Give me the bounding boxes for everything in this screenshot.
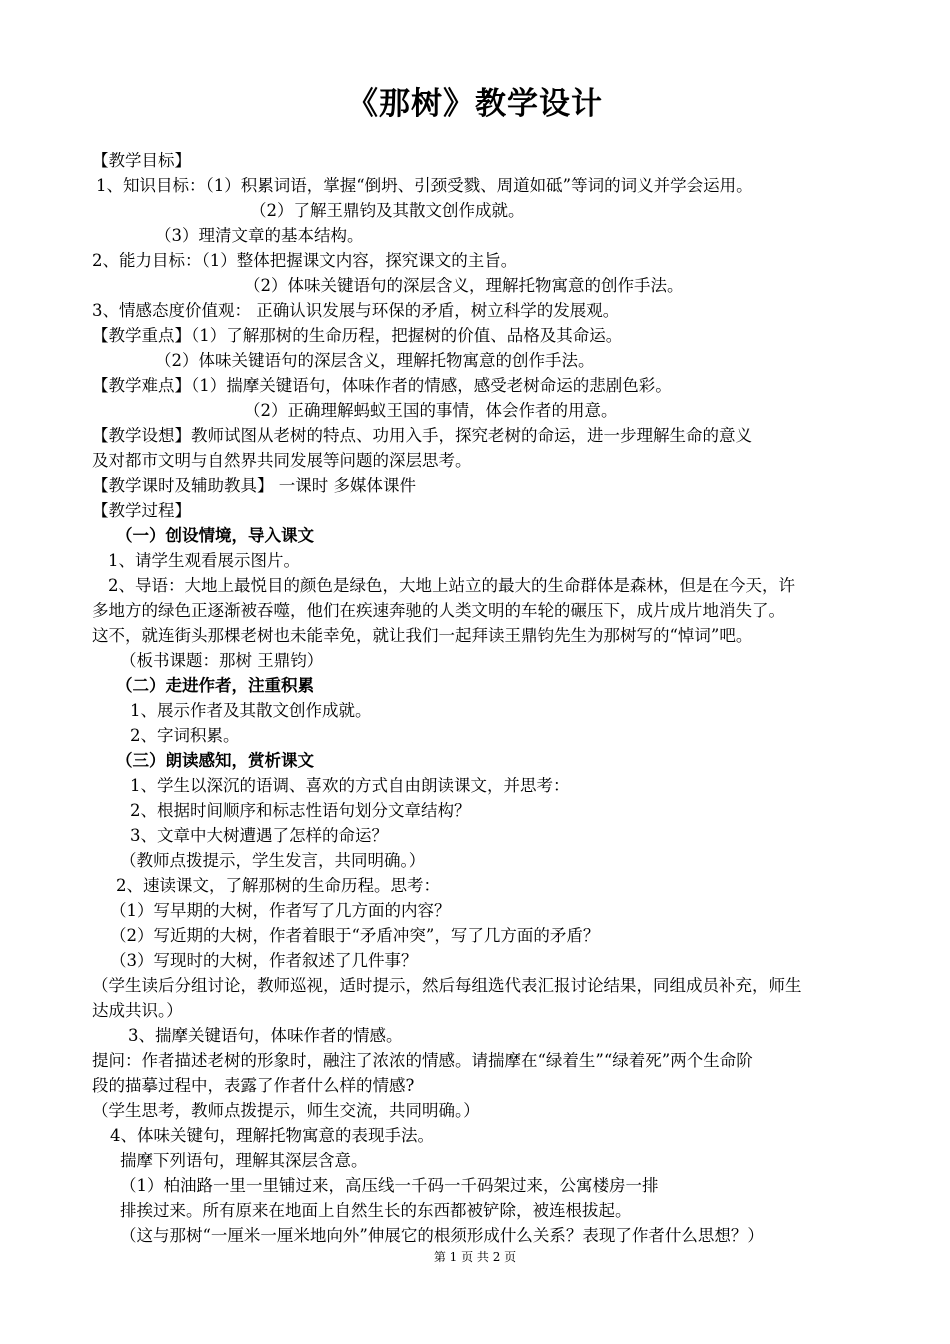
text-line: 提问：作者描述老树的形象时，融注了浓浓的情感。请揣摩在“绿着生”“绿着死”两个生命阶	[92, 1051, 753, 1070]
text-line: 3、文章中大树遭遇了怎样的命运？	[130, 826, 388, 845]
text-line: （2）体味关键语句的深层含义，理解托物寓意的创作手法。	[155, 351, 595, 370]
text-line: 3、揣摩关键语句，体味作者的情感。	[128, 1026, 403, 1045]
text-line: 排挨过来。所有原来在地面上自然生长的东西都被铲除，被连根拔起。	[120, 1201, 632, 1220]
section-heading-key-points: 【教学重点】（1）了解那树的生命历程，把握树的价值、品格及其命运。	[92, 326, 623, 345]
text-line: 2、字词积累。	[130, 726, 240, 745]
step-heading-1: （一）创设情境，导入课文	[116, 526, 314, 545]
text-line: 揣摩下列语句，理解其深层含意。	[120, 1151, 368, 1170]
text-line: 这不，就连街头那棵老树也未能幸免，就让我们一起拜读王鼎钧先生为那树写的“悼词”吧。	[92, 626, 753, 645]
text-line: 2、能力目标：（1）整体把握课文内容，探究课文的主旨。	[92, 251, 518, 270]
section-heading-schedule: 【教学课时及辅助教具】 一课时 多媒体课件	[92, 476, 416, 495]
text-line: （学生读后分组讨论，教师巡视，适时提示，然后每组选代表汇报讨论结果，同组成员补充，师生	[92, 976, 802, 995]
text-line: 2、根据时间顺序和标志性语句划分文章结构？	[130, 801, 471, 820]
step-heading-3: （三）朗读感知，赏析课文	[116, 751, 314, 770]
text-line: 3、情感态度价值观： 正确认识发展与环保的矛盾，树立科学的发展观。	[92, 301, 620, 320]
text-line: 4、体味关键句，理解托物寓意的表现手法。	[110, 1126, 434, 1145]
document-title: 《那树》教学设计	[347, 86, 603, 122]
step-heading-2: （二）走进作者，注重积累	[116, 676, 314, 695]
text-line: （2）了解王鼎钧及其散文创作成就。	[250, 201, 525, 220]
text-line: 多地方的绿色正逐渐被吞噬，他们在疾速奔驰的人类文明的车轮的碾压下，成片成片地消失了。	[92, 601, 785, 620]
text-line: （教师点拨提示，学生发言，共同明确。）	[120, 851, 426, 870]
text-line: （3）理清文章的基本结构。	[155, 226, 364, 245]
text-line: 段的描摹过程中，表露了作者什么样的情感?	[92, 1076, 415, 1095]
text-line: 1、展示作者及其散文创作成就。	[130, 701, 372, 720]
text-line: （这与那树“一厘米一厘米地向外”伸展它的根须形成什么关系？表现了作者什么思想？）	[120, 1226, 764, 1245]
text-line: 2、导语：大地上最悦目的颜色是绿色，大地上站立的最大的生命群体是森林，但是在今天，许	[108, 576, 795, 595]
text-line: 1、知识目标：（1）积累词语，掌握“倒坍、引颈受戮、周道如砥”等词的词义并学会运用。	[96, 176, 753, 195]
section-heading-objectives: 【教学目标】	[92, 151, 191, 170]
text-line: （学生思考，教师点拨提示，师生交流，共同明确。）	[92, 1101, 480, 1120]
text-line: （2）体味关键语句的深层含义，理解托物寓意的创作手法。	[244, 276, 684, 295]
text-line: （3）写现时的大树，作者叙述了几件事？	[110, 951, 418, 970]
section-heading-difficulties: 【教学难点】（1）揣摩关键语句，体味作者的情感，感受老树命运的悲剧色彩。	[92, 376, 672, 395]
text-line: 1、请学生观看展示图片。	[108, 551, 300, 570]
section-heading-process: 【教学过程】	[92, 501, 191, 520]
text-line: 1、学生以深沉的语调、喜欢的方式自由朗读课文，并思考：	[130, 776, 570, 795]
text-line: （1）柏油路一里一里铺过来，高压线一千码一千码架过来，公寓楼房一排	[120, 1176, 659, 1195]
text-line: 及对都市文明与自然界共同发展等问题的深层思考。	[92, 451, 472, 470]
text-line: （1）写早期的大树，作者写了几方面的内容？	[110, 901, 451, 920]
text-line: 达成共识。）	[92, 1001, 183, 1020]
text-line: （2）写近期的大树，作者着眼于“矛盾冲突”，写了几方面的矛盾？	[110, 926, 600, 945]
page-footer: 第 1 页 共 2 页	[433, 1250, 517, 1264]
text-line: 2、速读课文，了解那树的生命历程。思考：	[116, 876, 440, 895]
text-line: （2）正确理解蚂蚁王国的事情，体会作者的用意。	[244, 401, 618, 420]
text-line: （板书课题：那树 王鼎钧）	[120, 651, 324, 670]
section-heading-concept: 【教学设想】教师试图从老树的特点、功用入手，探究老树的命运，进一步理解生命的意义	[92, 426, 752, 445]
